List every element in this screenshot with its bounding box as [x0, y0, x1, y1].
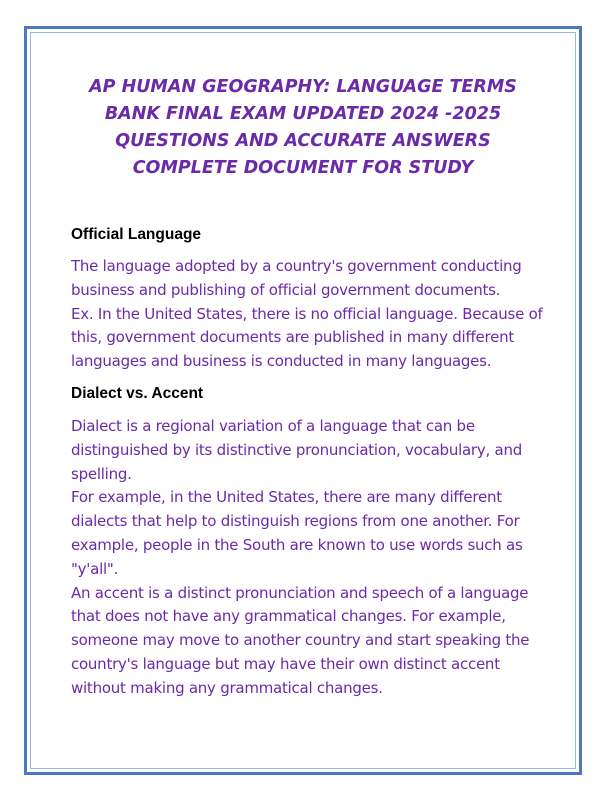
body-line: "y'all".	[71, 559, 119, 578]
body-line: dialects that help to distinguish regions from one another. For	[71, 512, 520, 531]
body-line: that does not have any grammatical changes. For example,	[71, 607, 506, 626]
body-line: Dialect is a regional variation of a language that can be	[71, 416, 475, 435]
body-line: someone may move to another country and start speaking the	[71, 631, 530, 650]
body-line: business and publishing of official government documents.	[71, 280, 501, 299]
body-line: The language adopted by a country's government conducting	[71, 257, 522, 275]
section-body-dialect-vs-accent	[71, 415, 546, 701]
section-heading-dialect-vs-accent: Dialect vs. Accent	[71, 384, 204, 402]
title-line: COMPLETE DOCUMENT FOR STUDY	[132, 158, 474, 178]
document-body	[71, 224, 546, 701]
title-line: AP HUMAN GEOGRAPHY: LANGUAGE TERMS	[89, 77, 517, 97]
body-line: spelling.	[71, 464, 132, 483]
body-line: this, government documents are published in many different	[71, 328, 514, 347]
section-body-official-language	[71, 255, 546, 374]
body-line: example, people in the South are known to use words such as	[71, 535, 523, 554]
section-heading-official-language: Official Language	[71, 226, 202, 243]
body-line: without making any grammatical changes.	[71, 678, 383, 697]
title-line: BANK FINAL EXAM UPDATED 2024 -2025	[104, 104, 502, 124]
document-title	[40, 74, 566, 182]
body-line: country's language but may have their own distinct accent	[71, 654, 500, 673]
body-line: distinguished by its distinctive pronunciation, vocabulary, and	[71, 440, 522, 459]
body-line: Ex. In the United States, there is no official language. Because of	[71, 304, 543, 323]
title-line: QUESTIONS AND ACCURATE ANSWERS	[115, 131, 491, 151]
body-line: languages and business is conducted in many languages.	[71, 352, 492, 371]
body-line: For example, in the United States, there are many different	[71, 488, 502, 507]
body-line: An accent is a distinct pronunciation and speech of a language	[71, 583, 529, 602]
